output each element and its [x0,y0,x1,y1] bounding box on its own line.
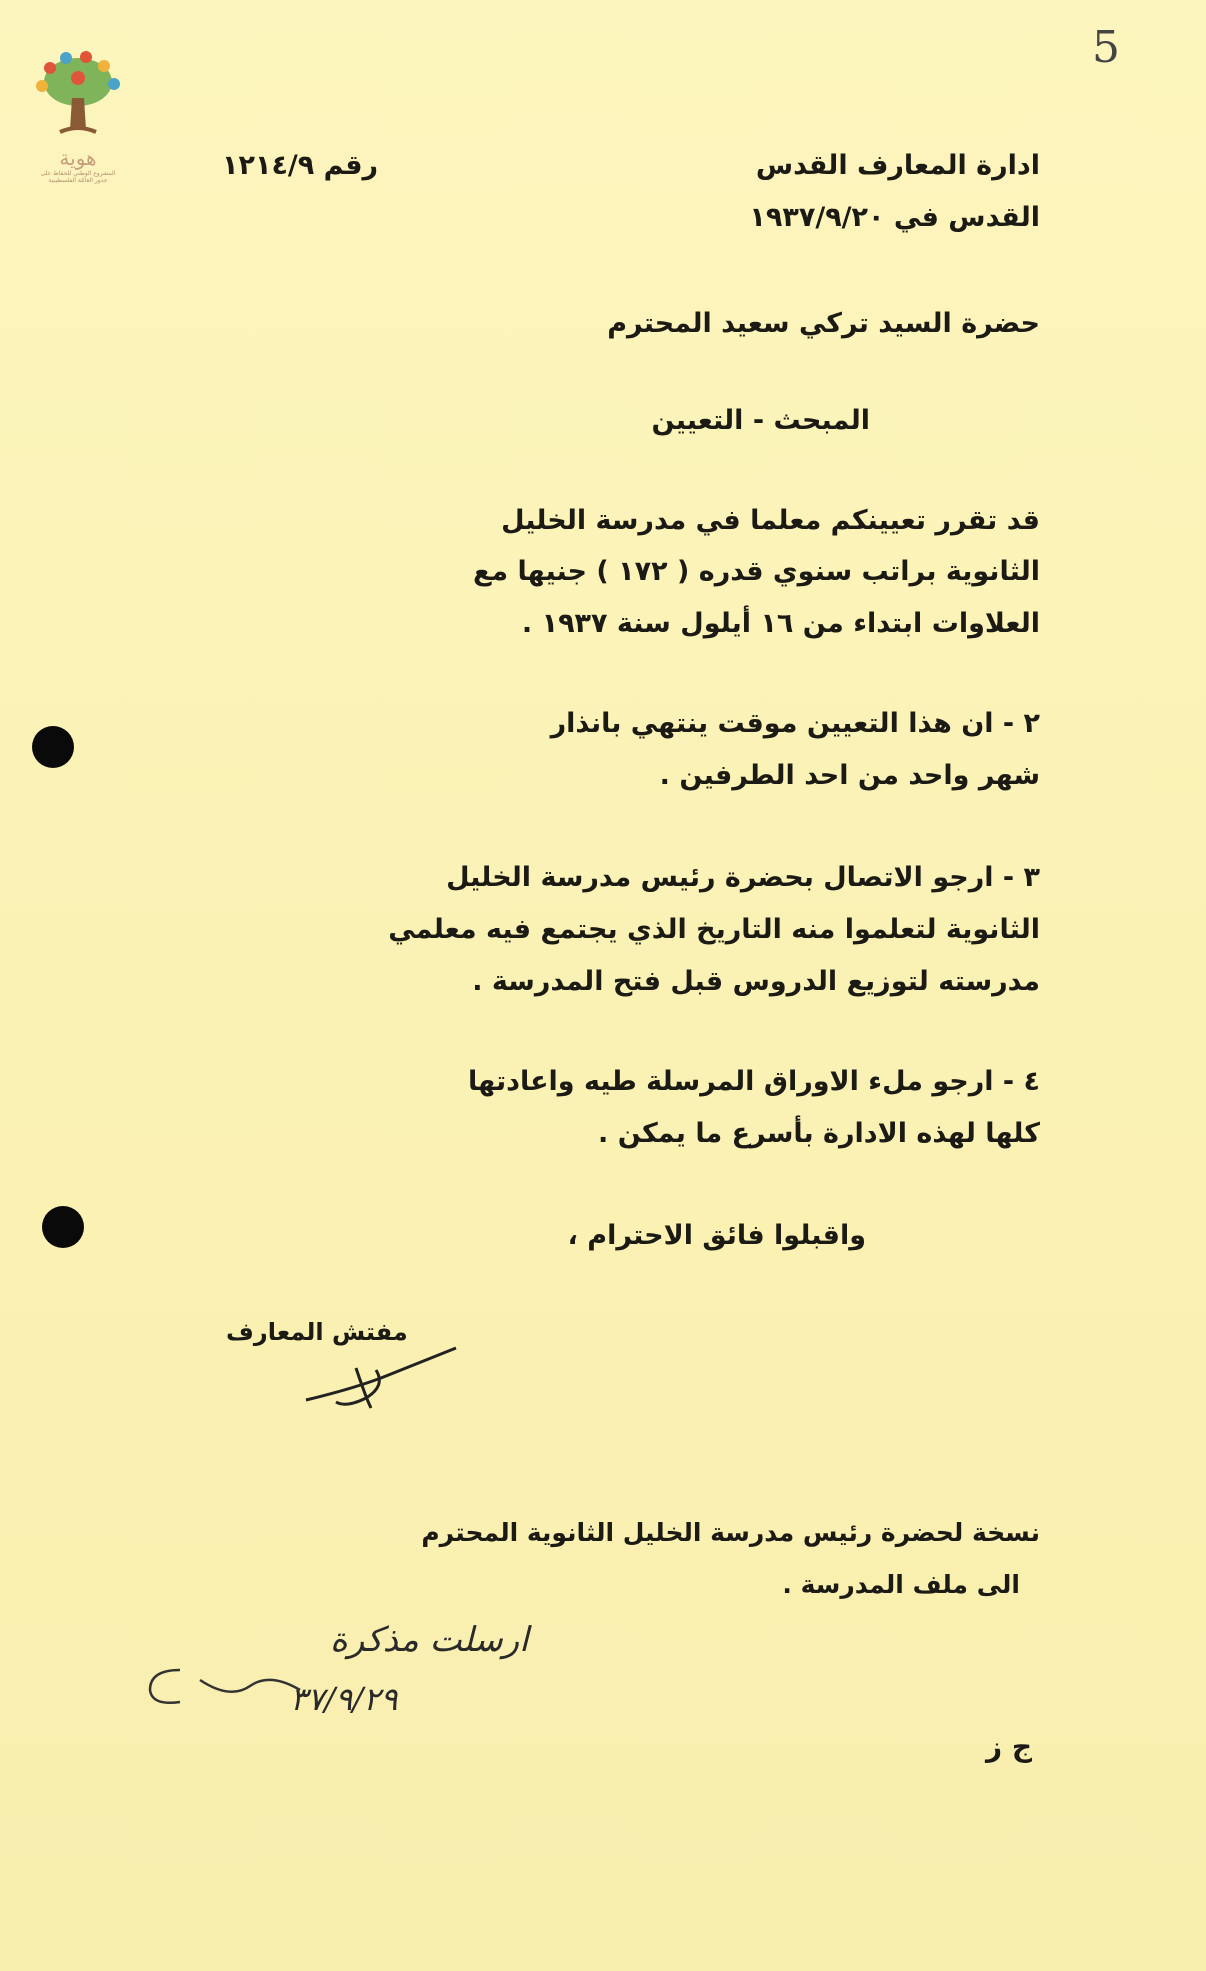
office-name: ادارة المعارف القدس [755,150,1040,181]
reference-number: رقم ١٢١٤/٩ [222,150,379,181]
paragraph-3-line-3: مدرسته لتوزيع الدروس قبل فتح المدرسة . [472,966,1040,997]
handwritten-note: ارسلت مذكرة [330,1620,529,1660]
logo-title: هوية [59,146,97,170]
paragraph-3-line-2: الثانوية لتعلموا منه التاريخ الذي يجتمع فيه معلمي [388,914,1040,945]
signature-scribble [296,1328,496,1418]
paragraph-1-line-1: قد تقرر تعيينكم معلما في مدرسة الخليل [501,505,1040,536]
paragraph-1-line-3: العلاوات ابتداء من ١٦ أيلول سنة ١٩٣٧ . [521,608,1040,639]
copy-line-1: نسخة لحضرة رئيس مدرسة الخليل الثانوية المحترم [421,1518,1040,1547]
subject: المبحث - التعيين [651,405,870,436]
logo [30,48,126,184]
place-date: القدس في ١٩٣٧/٩/٢٠ [749,202,1040,233]
punch-hole-bottom [42,1206,84,1248]
handwritten-date: ٣٧/٩/٢٩ [290,1680,398,1718]
paragraph-2-line-1: ٢ - ان هذا التعيين موقت ينتهي بانذار [550,708,1040,739]
handwritten-signature [140,1650,320,1720]
paragraph-3-line-1: ٣ - ارجو الاتصال بحضرة رئيس مدرسة الخليل [446,862,1040,893]
initials: ج ز [986,1730,1033,1763]
paragraph-1-line-2: الثانوية براتب سنوي قدره ( ١٧٢ ) جنيها مع [472,556,1040,587]
closing: واقبلوا فائق الاحترام ، [567,1220,866,1251]
logo-caption: المشروع الوطني للحفاظ على [40,170,116,177]
page-number: 5 [1092,22,1120,73]
paragraph-2-line-2: شهر واحد من احد الطرفين . [659,760,1040,791]
paragraph-4-line-1: ٤ - ارجو ملء الاوراق المرسلة طيه واعادتها [467,1066,1040,1097]
signature-title: مفتش المعارف [226,1318,408,1346]
logo-caption-2: جذور العائلة الفلسطينية [48,177,108,184]
tree-logo-icon [30,48,126,144]
recipient: حضرة السيد تركي سعيد المحترم [607,308,1040,339]
paragraph-4-line-2: كلها لهذه الادارة بأسرع ما يمكن . [598,1118,1040,1149]
copy-line-2: الى ملف المدرسة . [782,1570,1020,1599]
punch-hole-top [32,726,74,768]
